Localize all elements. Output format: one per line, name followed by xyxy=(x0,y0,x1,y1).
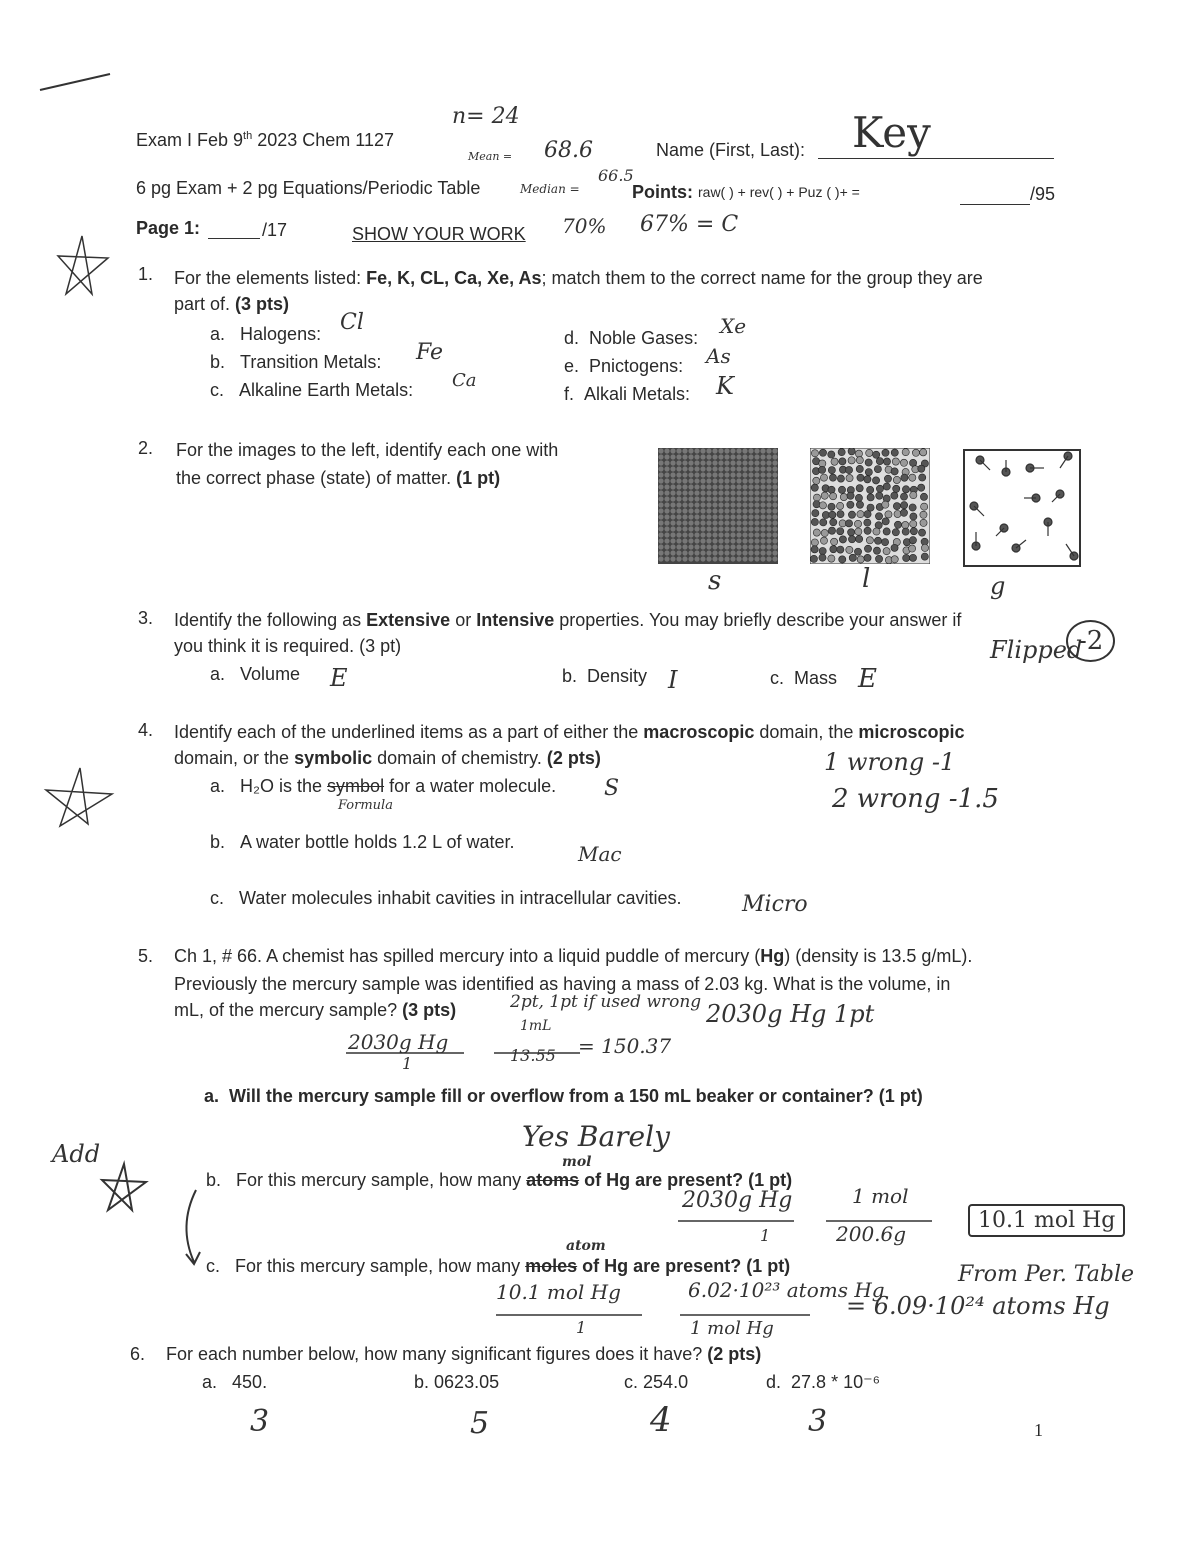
page-number: 1 xyxy=(1034,1420,1043,1440)
q4-rubric-1: 1 wrong -1 xyxy=(824,748,956,776)
q1-item-b: b. Transition Metals: xyxy=(210,352,382,372)
add-note: Add xyxy=(52,1140,101,1168)
q1-item-d: d. Noble Gases: xyxy=(564,328,699,348)
stat-median: 66.5 xyxy=(598,166,634,185)
q4-text-2: domain, or the symbolic domain of chemistry. (2 pts) xyxy=(174,748,601,768)
q1-item-c: c. Alkaline Earth Metals: xyxy=(210,380,414,400)
q2-answer-liquid: l xyxy=(862,564,871,594)
q3-item-b: b. Density xyxy=(562,666,648,686)
q1-number: 1. xyxy=(138,264,154,284)
name-value: Key xyxy=(852,108,931,157)
q5-number: 5. xyxy=(138,946,154,966)
q2-line-2: the correct phase (state) of matter. (1 pt) xyxy=(176,468,501,488)
q5-grading-note-2: 2030g Hg 1pt xyxy=(706,1000,875,1028)
q6-item-d: d. 27.8 * 10⁻⁶ xyxy=(766,1372,881,1392)
q6-answer-a: 3 xyxy=(250,1404,270,1439)
star-mark-icon xyxy=(38,764,118,834)
q5-work-numerator: 2030g Hg xyxy=(348,1030,449,1054)
q6-item-a: a. 450. xyxy=(202,1372,268,1392)
star-mark-icon xyxy=(96,1160,152,1216)
phase-solid-image xyxy=(658,448,778,564)
stat-pct: 70% xyxy=(562,214,607,238)
q5a-answer: Yes Barely xyxy=(522,1120,670,1153)
stat-cutoff: 67% = C xyxy=(640,212,739,237)
q2-number: 2. xyxy=(138,438,154,458)
q1-text: For the elements listed: Fe, K, CL, Ca, Xe, As; match them to the correct name for the group they are xyxy=(174,268,983,288)
q1-item-a: a. Halogens: xyxy=(210,324,322,344)
name-label: Name (First, Last): xyxy=(656,140,806,160)
q5b-work-den: 1 xyxy=(760,1226,771,1245)
q3-item-c: c. Mass xyxy=(770,668,838,688)
q5a-text: a. Will the mercury sample fill or overflow from a 150 mL beaker or container? (1 pt) xyxy=(204,1086,923,1106)
q6-answer-c: 4 xyxy=(650,1400,672,1440)
q3-answer-a: E xyxy=(330,664,348,692)
stat-n: n= 24 xyxy=(452,104,520,129)
q6-answer-b: 5 xyxy=(470,1406,490,1441)
q5-line-3: mL, of the mercury sample? (3 pts) xyxy=(174,1000,457,1020)
page-total: /17 xyxy=(262,220,288,240)
curved-arrow-icon xyxy=(174,1186,204,1268)
q5b-note: From Per. Table xyxy=(958,1262,1135,1287)
q5b-work: 2030g Hg xyxy=(682,1188,793,1213)
q1-text-2: part of. (3 pts) xyxy=(174,294,290,314)
q5-grading-note: 2pt, 1pt if used wrong xyxy=(510,992,702,1012)
q6-text: For each number below, how many significant figures does it have? (2 pts) xyxy=(166,1344,762,1364)
q5-work-result: = 150.37 xyxy=(578,1034,672,1058)
q4-text: Identify each of the underlined items as a part of either the macroscopic domain, the microscopic xyxy=(174,722,965,742)
q1-answer-c: Ca xyxy=(452,370,477,391)
q5b-insert: mol xyxy=(562,1154,592,1170)
page-score-field[interactable] xyxy=(208,218,260,239)
q6-item-c: c. 254.0 xyxy=(624,1372,689,1392)
q3-line-2: you think it is required. (3 pt) xyxy=(174,636,402,656)
q5c-conv-num: 6.02·10²³ atoms Hg xyxy=(688,1278,885,1302)
points-total: /95 xyxy=(1030,184,1056,204)
q5b-answer: 10.1 mol Hg xyxy=(968,1204,1125,1237)
q2-line-1: For the images to the left, identify each one with xyxy=(176,440,559,460)
q3-item-a: a. Volume xyxy=(210,664,301,684)
q5c-work: 10.1 mol Hg xyxy=(496,1280,621,1304)
q5-line-2: Previously the mercury sample was identified as having a mass of 2.03 kg. What is the volume, in xyxy=(174,974,951,994)
q6-item-b: b. 0623.05 xyxy=(414,1372,500,1392)
q3-note: Flipped xyxy=(990,636,1083,664)
stat-mean-label: Mean = xyxy=(468,150,513,163)
phase-gas-image xyxy=(962,448,1082,568)
q5-work-denominator: 1 xyxy=(402,1054,413,1073)
star-mark-icon xyxy=(52,232,112,302)
q5c-text: c. For this mercury sample, how many moles of Hg are present? (1 pt) xyxy=(206,1256,791,1276)
q1-answer-d: Xe xyxy=(720,314,747,338)
q4-item-b: b. A water bottle holds 1.2 L of water. xyxy=(210,832,515,852)
q1-item-e: e. Pnictogens: xyxy=(564,356,684,376)
points-field[interactable] xyxy=(960,184,1030,205)
q4-correction: Formula xyxy=(338,798,393,813)
q3-deduction: -2 xyxy=(1066,620,1115,662)
q5b-fraction-bar xyxy=(676,1218,936,1224)
q4-answer-c: Micro xyxy=(742,892,808,917)
q4-answer-b: Mac xyxy=(578,842,622,866)
q4-number: 4. xyxy=(138,720,154,740)
phase-liquid-image xyxy=(810,448,930,564)
q5b-conv-den: 200.6g xyxy=(836,1222,907,1246)
q2-answer-solid: s xyxy=(708,566,722,596)
q1-answer-e: As xyxy=(706,344,731,368)
page-label: Page 1: xyxy=(136,218,201,238)
stat-median-label: Median = xyxy=(520,182,580,196)
q1-answer-f: K xyxy=(716,372,734,400)
q5b-conv-num: 1 mol xyxy=(852,1184,909,1208)
q4-item-c: c. Water molecules inhabit cavities in intracellular cavities. xyxy=(210,888,682,908)
q5c-conv-den: 1 mol Hg xyxy=(690,1318,774,1339)
stat-mean: 68.6 xyxy=(544,138,593,163)
q6-number: 6. xyxy=(130,1344,146,1364)
q5b-text: b. For this mercury sample, how many atoms of Hg are present? (1 pt) xyxy=(206,1170,793,1190)
pen-stroke-mark xyxy=(36,68,116,98)
q5-work-denominator-2: 13.55 xyxy=(510,1046,556,1065)
q5c-work-den: 1 xyxy=(576,1318,587,1337)
exam-title: Exam I Feb 9th 2023 Chem 1127 xyxy=(136,130,395,150)
q3-number: 3. xyxy=(138,608,154,628)
q4-answer-a: S xyxy=(604,776,620,801)
points-label: Points: xyxy=(632,182,693,202)
q1-answer-a: Cl xyxy=(340,310,364,335)
q3-answer-c: E xyxy=(858,664,877,694)
q6-answer-d: 3 xyxy=(808,1404,828,1439)
q1-item-f: f. Alkali Metals: xyxy=(564,384,691,404)
q4-rubric-2: 2 wrong -1.5 xyxy=(832,784,999,814)
q3-text: Identify the following as Extensive or Intensive properties. You may briefly describe your answer if xyxy=(174,610,962,630)
q5c-answer: = 6.09·10²⁴ atoms Hg xyxy=(846,1292,1110,1320)
q1-answer-b: Fe xyxy=(416,340,444,365)
q3-answer-b: I xyxy=(668,666,678,694)
points-formula: raw( ) + rev( ) + Puz ( )+ = xyxy=(698,184,860,200)
q5-work-numerator-2: 1mL xyxy=(520,1018,552,1034)
exam-info: 6 pg Exam + 2 pg Equations/Periodic Table xyxy=(136,178,481,198)
show-work: SHOW YOUR WORK xyxy=(352,224,526,244)
q2-answer-gas: g xyxy=(990,572,1006,600)
q4-item-a: a. H₂O is the symbol for a water molecule. xyxy=(210,776,557,796)
q5c-fraction-bar xyxy=(494,1312,814,1318)
q5-line-1: Ch 1, # 66. A chemist has spilled mercury into a liquid puddle of mercury (Hg) (density is 13.5 g/mL). xyxy=(174,946,973,966)
q5c-insert: atom xyxy=(566,1238,606,1254)
